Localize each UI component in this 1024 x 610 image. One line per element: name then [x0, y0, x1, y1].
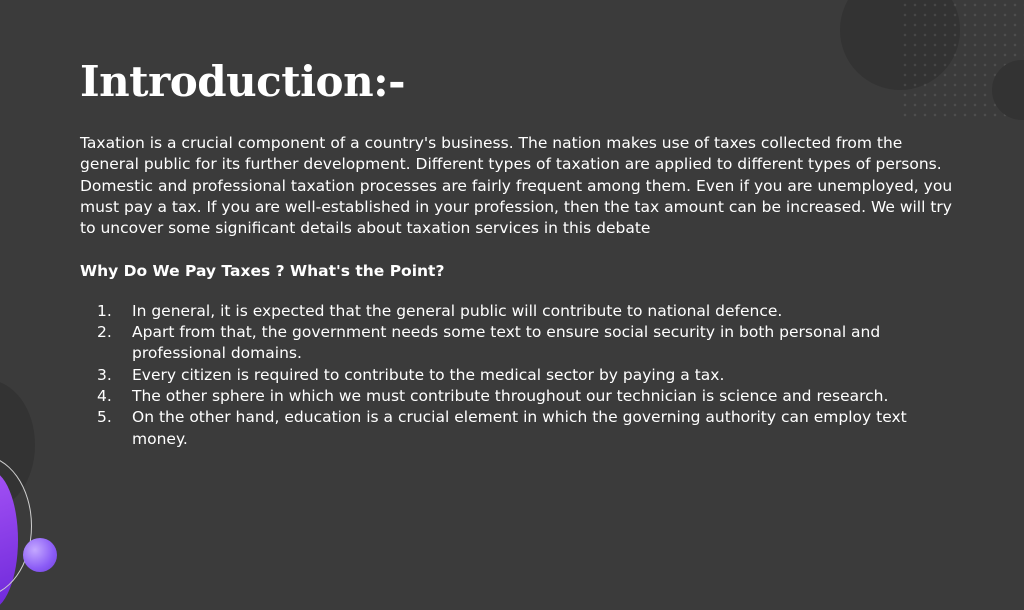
- intro-paragraph: Taxation is a crucial component of a country's business. The nation makes use of taxes collected from the general public for its further development. Different types of taxation are applied to different types of persons. Domestic and professional taxation processes are fairly frequent among them. Even if you are unemployed, you must pay a tax. If you are well-established in your profession, then the tax amount can be increased. We will try to uncover some significant details about taxation services in this debate: [80, 134, 953, 238]
- section-subheading: Why Do We Pay Taxes ? What's the Point?: [80, 262, 445, 281]
- list-item: [80, 365, 960, 386]
- slide-content: [80, 133, 960, 450]
- list-item: [80, 407, 960, 450]
- list-item-number: 3.: [97, 365, 112, 384]
- list-item: [80, 301, 960, 322]
- list-item-text: Apart from that, the government needs some text to ensure social security in both personal and professional domains.: [132, 323, 881, 363]
- slide-title: Introduction:-: [80, 57, 406, 106]
- list-item-text: On the other hand, education is a crucial element in which the governing authority can employ text money.: [132, 408, 907, 448]
- reasons-list: [80, 301, 960, 450]
- list-item: [80, 386, 960, 407]
- list-item-number: 4.: [97, 386, 112, 405]
- list-item-number: 2.: [97, 323, 112, 342]
- decorative-purple-ball: [23, 538, 57, 572]
- list-item-number: 5.: [97, 408, 112, 427]
- list-item-text: Every citizen is required to contribute to the medical sector by paying a tax.: [132, 365, 725, 384]
- list-item-text: In general, it is expected that the general public will contribute to national defence.: [132, 301, 783, 320]
- list-item: [80, 322, 960, 365]
- list-item-text: The other sphere in which we must contribute throughout our technician is science and research.: [132, 386, 889, 405]
- list-item-number: 1.: [97, 301, 112, 320]
